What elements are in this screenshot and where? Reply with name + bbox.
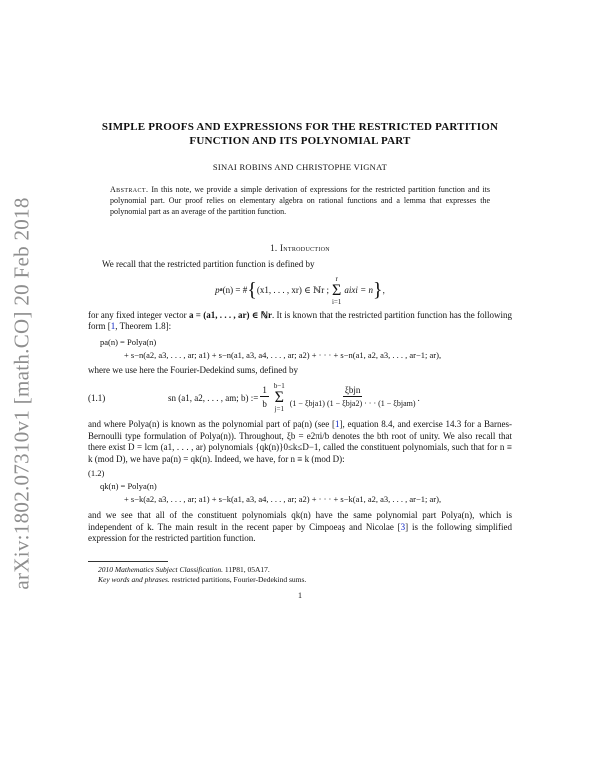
arxiv-stamp-text: arXiv:1802.07310v1 [math.CO] 20 Feb 2018 [9,196,34,590]
footnote-keywords: Key words and phrases. restricted partitions, Fourier-Dedekind sums. [98,574,307,584]
intro-paragraph-4: and where Polya(n) is known as the polynomial part of pa(n) (see [1], equation 8.4, and exercise 14.3 for a Barnes-Bernoulli type formulation of Polya(n)). Throughout, ξb = e2πi/b denotes the bth root of unity. We also recall that there exist D = lcm (a1, . . . , ar) polynomials {qk(n)}0≤k≤D−1, called the constituent polynomials, such that for n ≡ k (mod D), we have pa(n) = qk(n). Indeed, we have, for n ≡ k (mod D): [88,419,512,464]
footnote-rule [88,561,168,562]
abstract-label: Abstract. [110,185,149,194]
equation-partition-form: pa(n) = Polya(n) + s−n(a2, a3, . . . , ar; a1) + s−n(a1, a3, a4, . . . , ar; a2) + · · · + s−n(a1, a2, a3, . . . , ar−1; ar), [100,336,442,360]
equation-1-1: (1.1) sn (a1, a2, . . . , am; b) := $\frac{1}{b}$ b−1 Σ j=1 $\frac{\text{ξbjn}}{\text{(1 − ξbja1) (1 − ξbja2) · · · (1 − ξbjam)}}$ . [88,382,420,413]
equation-label: (1.1) [88,392,106,403]
arxiv-stamp [2,176,42,610]
page-number: 1 [298,590,302,600]
sum-symbol: b−1 Σ j=1 [273,382,285,413]
sum-symbol: r Σ i=1 [331,274,342,306]
intro-paragraph-5: and we see that all of the constituent polynomials qk(n) have the same polynomial part Polya(n), which is independent of k. The main result in the recent paper by Cimpoeaş and Nicolae [3] is the following simplified expression for the restricted partition function. [88,510,512,543]
abstract [110,184,490,217]
citation-link[interactable]: 3 [400,521,406,532]
section-heading: 1. Introduction [270,243,330,253]
citation-link[interactable]: 1 [110,321,116,331]
paper-page [88,120,512,600]
citation-link[interactable]: 1 [335,419,340,429]
equation-partition-definition: p a (n) = # { (x1, . . . , xr) ∈ ℕr ; r Σ i=1 aixi = n } , [215,274,385,306]
equation-label: (1.2) [88,468,105,478]
abstract-text: In this note, we provide a simple derivation of expressions for the restricted partition function and its polynomial part. Our proof relies on elementary algebra on rational functions and a lemma that expresses the polynomial part as an average of the partition function. [110,185,491,216]
paper-title: SIMPLE PROOFS AND EXPRESSIONS FOR THE RESTRICTED PARTITION FUNCTION AND ITS POLYNOMIAL PART [101,121,499,147]
intro-paragraph-3: where we use here the Fourier-Dedekind sums, defined by [88,364,299,375]
authors: SINAI ROBINS AND CHRISTOPHE VIGNAT [212,162,388,172]
intro-paragraph-2: for any fixed integer vector a = (a1, . . . , ar) ∈ ℕr. It is known that the restricted partition function has the following form [1, Theorem 1.8]: [88,309,512,331]
equation-1-2: (1.2) qk(n) = Polya(n) + s−k(a2, a3, . . . , ar; a1) + s−k(a1, a3, a4, . . . , ar; a2) + · · · + s−k(a1, a2, a3, . . . , ar−1; ar), [88,467,512,506]
intro-paragraph-1: We recall that the restricted partition function is defined by [102,259,315,269]
footnote-msc: 2010 Mathematics Subject Classification. 11P81, 05A17. [98,564,270,574]
